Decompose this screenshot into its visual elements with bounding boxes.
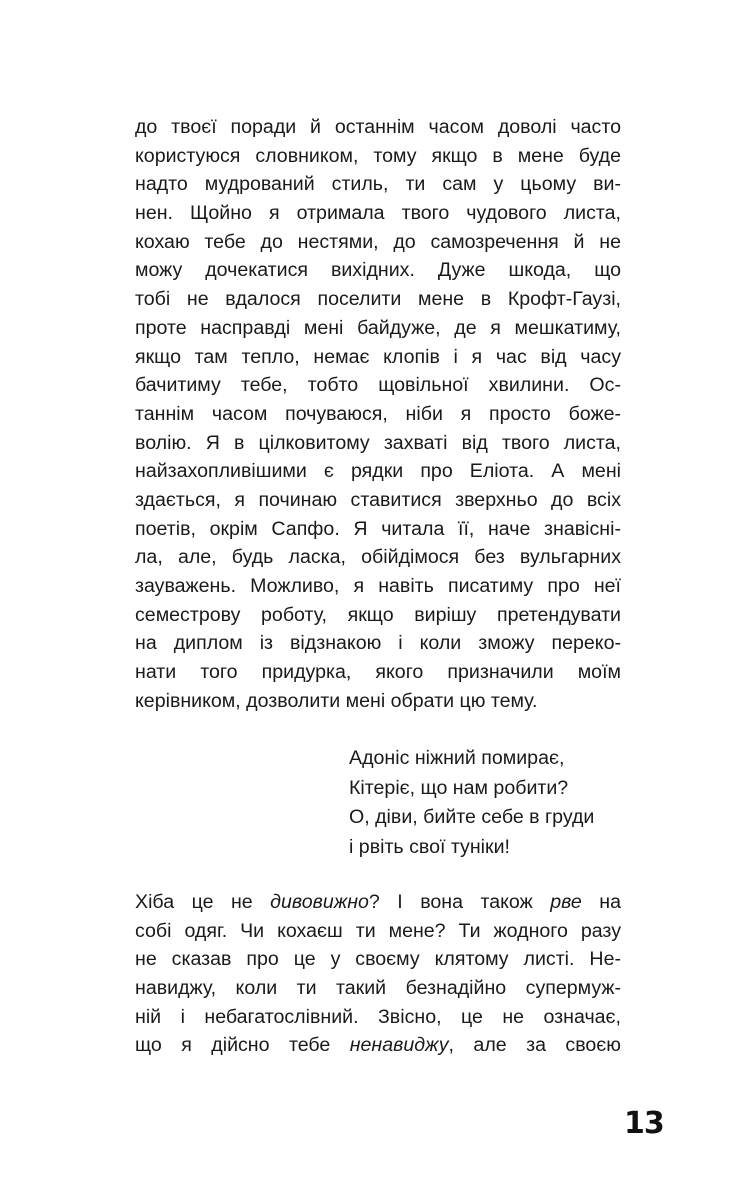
text-span: що я дійсно тебе [135,1034,350,1057]
text-line: волію. Я в цілковитому захваті від твого листа, [135,431,621,454]
text-line: на диплом із відзнакою і коли зможу переко- [135,632,621,655]
following-paragraph [135,888,621,1060]
text-span: Хіба це не [135,891,271,913]
text-line: якщо там тепло, немає клопів і я час від часу [135,345,621,368]
poem-line: Кітеріє, що нам робити? [349,776,569,799]
text-line: зауважень. Можливо, я навіть писатиму про неї [135,575,621,597]
text-line [135,888,621,917]
text-line: тобі не вдалося поселити мене в Крофт-Гаузі, [135,288,621,311]
text-line: семестрову роботу, якщо вирішу претендувати [135,603,621,626]
poem-line: Адоніс ніжний помирає, [349,747,565,769]
text-line [135,1031,621,1060]
text-line: таннім часом почуваюся, ніби я просто боже- [135,402,621,425]
text-line: найзахопливішими є рядки про Еліота. А мені [135,460,621,483]
text-line: не сказав про це у своєму клятому листі. Не- [135,948,621,971]
text-line: проте насправді мені байдуже, де я мешкатиму, [135,316,621,339]
text-line: ній і небагатослівний. Звісно, це не означає, [135,1005,621,1028]
text-line: користуюся словником, тому якщо в мене буде [135,144,621,167]
italic-word: рве [550,891,582,913]
text-line: ла, але, будь ласка, обійдімося без вульгарних [135,546,621,569]
text-span: на [581,891,621,913]
text-line: здається, я починаю ставитися зверхньо до всіх [135,488,621,511]
main-paragraph [135,113,621,715]
italic-word: дивовижно [270,891,369,913]
poem-line: О, діви, бийте себе в груди [349,806,595,828]
page-number: 13 [624,1106,664,1141]
text-line: поетів, окрім Сапфо. Я читала її, наче знавіснi- [135,517,621,540]
text-line: бачитиму тебе, тобто щовільної хвилини. Ос- [135,374,621,397]
text-line: навиджу, коли ти такий безнадійно супермуж- [135,977,621,1000]
text-line: кохаю тебе до нестями, до самозречення й не [135,230,621,253]
text-line: до твоєї поради й останнім часом доволі часто [135,116,621,138]
text-line: надто мудрований стиль, ти сам у цьому ви- [135,173,621,196]
text-span: ? І вона також [368,891,551,913]
text-line: собі одяг. Чи кохаєш ти мене? Ти жодного разу [135,919,621,942]
poem-quote [349,744,594,862]
text-line: керівником, дозволити мені обрати цю тему. [135,689,538,712]
poem-line: і рвіть свої туніки! [349,835,510,858]
text-span: , але за своєю [448,1034,621,1057]
text-line: можу дочекатися вихідних. Дуже шкода, що [135,259,621,282]
text-line: нати того придурка, якого призначили моїм [135,661,621,684]
text-line: нен. Щойно я отримала твого чудового листа, [135,202,621,225]
italic-word: ненавиджу [349,1034,449,1057]
